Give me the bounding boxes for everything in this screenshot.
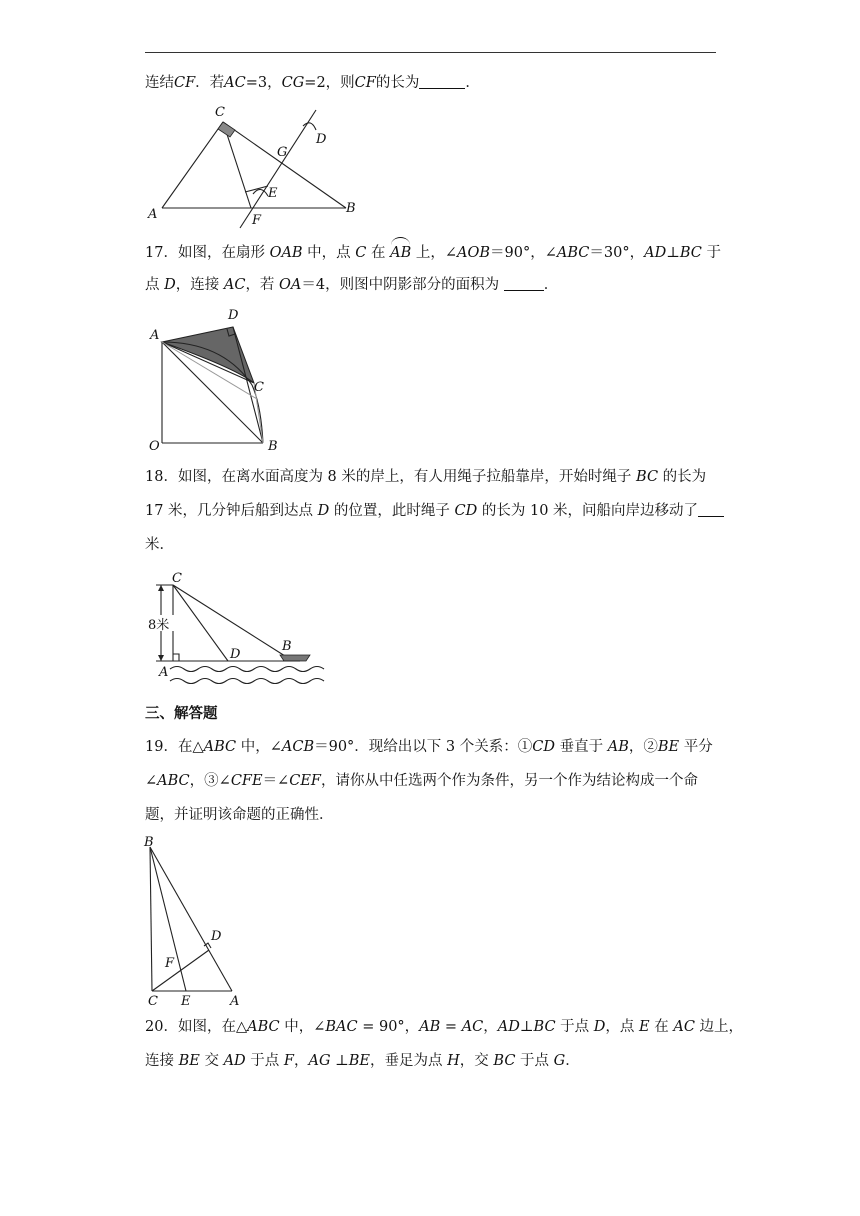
text-run: 连接	[145, 1053, 179, 1069]
q20-line-1	[145, 1017, 744, 1037]
text-run: ＝90°，∠	[490, 245, 557, 261]
q18-figure	[140, 568, 340, 688]
math-symbol: E	[639, 1019, 650, 1035]
q17-line-1	[145, 241, 721, 263]
text-run: ＝∠	[262, 773, 290, 789]
text-run: 交	[199, 1053, 224, 1069]
text-run: 的长为	[658, 469, 707, 485]
text-run: 在	[649, 1019, 674, 1035]
q18-line-1	[145, 467, 716, 487]
math-symbol: AD	[223, 1053, 246, 1069]
text-run: ⊥	[330, 1053, 349, 1069]
q18-label-b: B	[282, 639, 292, 654]
q19-label-a: A	[230, 994, 240, 1009]
math-symbol: D	[164, 277, 176, 293]
q16-label-f: F	[252, 213, 262, 228]
text-run: 上，∠	[411, 245, 458, 261]
text-run: 于	[701, 245, 721, 261]
q16-text: 连结CF．若AC=3，CG=2，则CF的长为 ．	[145, 75, 480, 91]
math-symbol: CD	[454, 503, 478, 519]
answer-blank	[419, 74, 465, 89]
q17-line-2	[145, 275, 558, 295]
math-symbol: ABC	[157, 773, 190, 789]
text-run: 20．如图，在△	[145, 1019, 248, 1035]
math-symbol: AC	[461, 1019, 484, 1035]
text-run: ，	[293, 1053, 309, 1069]
q18-label-height: 8米	[148, 618, 170, 633]
text-run: ，若	[245, 277, 280, 293]
text-run: ．	[565, 1053, 580, 1069]
text-run: 于点	[515, 1053, 554, 1069]
math-symbol: AD	[497, 1019, 520, 1035]
math-symbol: BC	[533, 1019, 556, 1035]
math-symbol: AD	[644, 245, 667, 261]
q19-line-1	[145, 737, 716, 757]
q18-label-c: C	[172, 571, 182, 586]
text-run: ，②	[628, 739, 658, 755]
q17-label-o: O	[149, 439, 160, 454]
text-run: ＝4，则图中阴影部分的面积为	[301, 277, 504, 293]
math-symbol: BE	[178, 1053, 200, 1069]
math-symbol: AC	[673, 1019, 695, 1035]
math-symbol: D	[593, 1019, 606, 1035]
text-run: 于点	[245, 1053, 284, 1069]
q17-label-c: C	[254, 380, 264, 395]
math-symbol: CEF	[289, 773, 321, 789]
q19-label-d: D	[211, 929, 222, 944]
q16-label-c: C	[215, 105, 225, 120]
text-run: 点	[145, 277, 165, 293]
q16-label-e: E	[268, 186, 278, 201]
math-symbol: CD	[532, 739, 555, 755]
text-run: ，点	[605, 1019, 640, 1035]
text-run: ＝90°．现给出以下 3 个关系：①	[314, 739, 533, 755]
section-heading: 三、解答题	[145, 705, 218, 722]
q17-label-d: D	[228, 308, 239, 323]
q18-line-3	[145, 535, 174, 555]
text-run: 17 米，几分钟后船到达点	[145, 503, 318, 519]
text-run: ，连接	[175, 277, 224, 293]
q19-label-c: C	[148, 994, 158, 1009]
math-symbol: BC	[679, 245, 702, 261]
q17-label-a: A	[150, 328, 160, 343]
text-run: ，	[483, 1019, 498, 1035]
text-run: ⊥	[519, 1019, 534, 1035]
text-run: ，交	[459, 1053, 494, 1069]
q16-label-g: G	[277, 145, 288, 160]
q19-label-b: B	[144, 835, 154, 850]
text-run: 平分	[679, 739, 713, 755]
math-symbol: BE	[657, 739, 680, 755]
header-rule	[145, 52, 716, 53]
q19-label-e: E	[181, 994, 191, 1009]
text-run: ，③∠	[189, 773, 231, 789]
q19-figure	[140, 833, 260, 1008]
q19-line-3	[145, 805, 334, 825]
math-symbol: AB	[607, 739, 629, 755]
math-symbol: BAC	[325, 1019, 358, 1035]
text-run: 中，∠	[279, 1019, 326, 1035]
math-symbol: OA	[279, 277, 302, 293]
text-run: = 90°，	[357, 1019, 420, 1035]
text-run: ．	[543, 277, 559, 293]
q17-figure	[148, 305, 288, 455]
q16-figure	[140, 100, 380, 235]
text-run: ＝30°，	[589, 245, 645, 261]
math-symbol: ABC	[203, 739, 237, 755]
q20-line-2	[145, 1051, 580, 1071]
math-symbol: C	[355, 245, 367, 261]
math-symbol: ABC	[556, 245, 590, 261]
math-symbol: G	[553, 1053, 566, 1069]
answer-blank	[698, 502, 724, 517]
math-symbol: H	[447, 1053, 460, 1069]
q17-label-b: B	[268, 439, 278, 454]
text-run: 的位置，此时绳子	[329, 503, 455, 519]
text-run: ∠	[145, 773, 158, 789]
math-symbol: CFE	[230, 773, 263, 789]
text-run: 中，点	[302, 245, 356, 261]
text-run: ，请你从中任选两个作为条件，另一个作为结论构成一个命	[320, 773, 698, 789]
answer-blank	[504, 276, 544, 291]
text-run: 边上，	[694, 1019, 744, 1035]
arc-notation: AB	[390, 241, 411, 263]
text-run: 的长为 10 米，问船向岸边移动了	[477, 503, 699, 519]
text-run: 17．如图，在扇形	[145, 245, 270, 261]
text-run: =	[440, 1019, 462, 1035]
math-symbol: AG	[308, 1053, 331, 1069]
text-run: ⊥	[666, 245, 680, 261]
q18-label-a: A	[159, 665, 169, 680]
math-symbol: AB	[419, 1019, 441, 1035]
q18-line-2	[145, 501, 716, 521]
q19-label-f: F	[165, 956, 175, 971]
text-run: 18．如图，在离水面高度为 8 米的岸上，有人用绳子拉船靠岸，开始时绳子	[145, 469, 637, 485]
math-symbol: BC	[493, 1053, 516, 1069]
q19-line-2	[145, 771, 716, 791]
q16-label-d: D	[316, 132, 327, 147]
math-symbol: BC	[636, 469, 659, 485]
math-symbol: BE	[348, 1053, 371, 1069]
text-run: ，垂足为点	[370, 1053, 448, 1069]
q16-label-a: A	[148, 207, 158, 222]
math-symbol: AOB	[457, 245, 491, 261]
text-run: 垂直于	[555, 739, 608, 755]
math-symbol: D	[317, 503, 330, 519]
math-symbol: ACB	[281, 739, 315, 755]
q16-label-b: B	[346, 201, 356, 216]
text-run: 在	[366, 245, 391, 261]
text-run: 于点	[555, 1019, 594, 1035]
text-run: 中，∠	[236, 739, 282, 755]
math-symbol: F	[283, 1053, 294, 1069]
math-symbol: ABC	[247, 1019, 280, 1035]
text-run: 19．在△	[145, 739, 204, 755]
text-run: 米．	[145, 537, 174, 553]
math-symbol: OAB	[269, 245, 303, 261]
math-symbol: AC	[223, 277, 246, 293]
q18-label-d: D	[230, 647, 241, 662]
text-run: 题，并证明该命题的正确性．	[145, 807, 334, 823]
